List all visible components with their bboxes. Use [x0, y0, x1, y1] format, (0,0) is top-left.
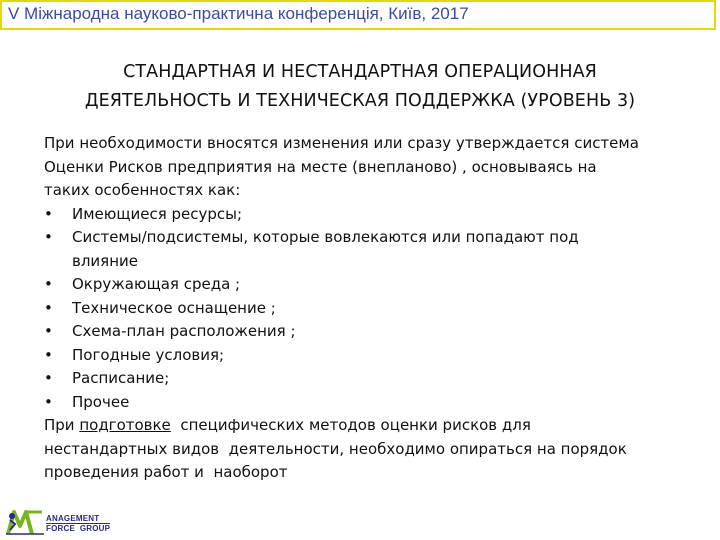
bullet-icon: • [44, 345, 53, 364]
bullet-icon: • [44, 298, 53, 317]
logo-line-2: FORCE GROUP [46, 524, 111, 533]
bullet-icon: • [44, 369, 53, 387]
list-item-text: Расписание; [72, 369, 170, 387]
list-item-text: Схема-план расположения ; [72, 322, 296, 340]
conference-banner-text: V Міжнародна науково-практична конференція, Київ, 2017 [8, 4, 469, 23]
logo-line-1: ANAGEMENT [46, 514, 110, 524]
closing-underlined-word: подготовке [79, 416, 171, 434]
list-item-text: Прочее [72, 392, 130, 411]
intro-line-2: Оценки Рисков предприятия на месте (внепланово) , основываясь на [44, 157, 597, 176]
list-item-text: Имеющиеся ресурсы; [72, 204, 243, 223]
list-item-text: Техническое оснащение ; [72, 298, 276, 317]
list-item [44, 344, 704, 368]
list-item [44, 273, 704, 297]
closing-rest: специфических методов оценки рисков для [170, 416, 531, 434]
management-force-group-logo [6, 508, 110, 536]
list-item [44, 297, 704, 321]
slide-title-line-1: СТАНДАРТНАЯ И НЕСТАНДАРТНАЯ ОПЕРАЦИОННАЯ [123, 62, 597, 82]
logo-mark-icon [6, 508, 46, 536]
bullet-icon: • [44, 204, 53, 223]
conference-banner [0, 0, 716, 30]
closing-line-1 [44, 414, 704, 438]
factor-list [44, 203, 704, 415]
intro-line-3: таких особенностях как: [44, 181, 241, 199]
bullet-icon: • [44, 275, 53, 293]
list-item [44, 367, 704, 391]
bullet-icon: • [44, 228, 53, 246]
list-item-text: Системы/подсистемы, которые вовлекаются или попадают под влияние [72, 228, 579, 270]
closing-line-2: нестандартных видов деятельности, необходимо опираться на порядок [44, 439, 627, 458]
list-item [44, 226, 704, 273]
slide-body [44, 132, 704, 485]
intro-line-1: При необходимости вносятся изменения или сразу утверждается система [44, 134, 639, 152]
closing-prefix: При [44, 416, 80, 434]
list-item-text: Окружающая среда ; [72, 275, 241, 293]
bullet-icon: • [44, 392, 53, 411]
list-item [44, 203, 704, 227]
bullet-icon: • [44, 322, 53, 340]
slide-title-line-2: ДЕЯТЕЛЬНОСТЬ И ТЕХНИЧЕСКАЯ ПОДДЕРЖКА (УРОВЕНЬ 3) [84, 91, 636, 111]
list-item [44, 391, 704, 415]
list-item-text: Погодные условия; [72, 345, 225, 364]
slide-title [0, 58, 720, 116]
closing-line-3: проведения работ и наоборот [44, 463, 288, 481]
list-item [44, 320, 704, 344]
logo-wordmark [46, 514, 110, 533]
